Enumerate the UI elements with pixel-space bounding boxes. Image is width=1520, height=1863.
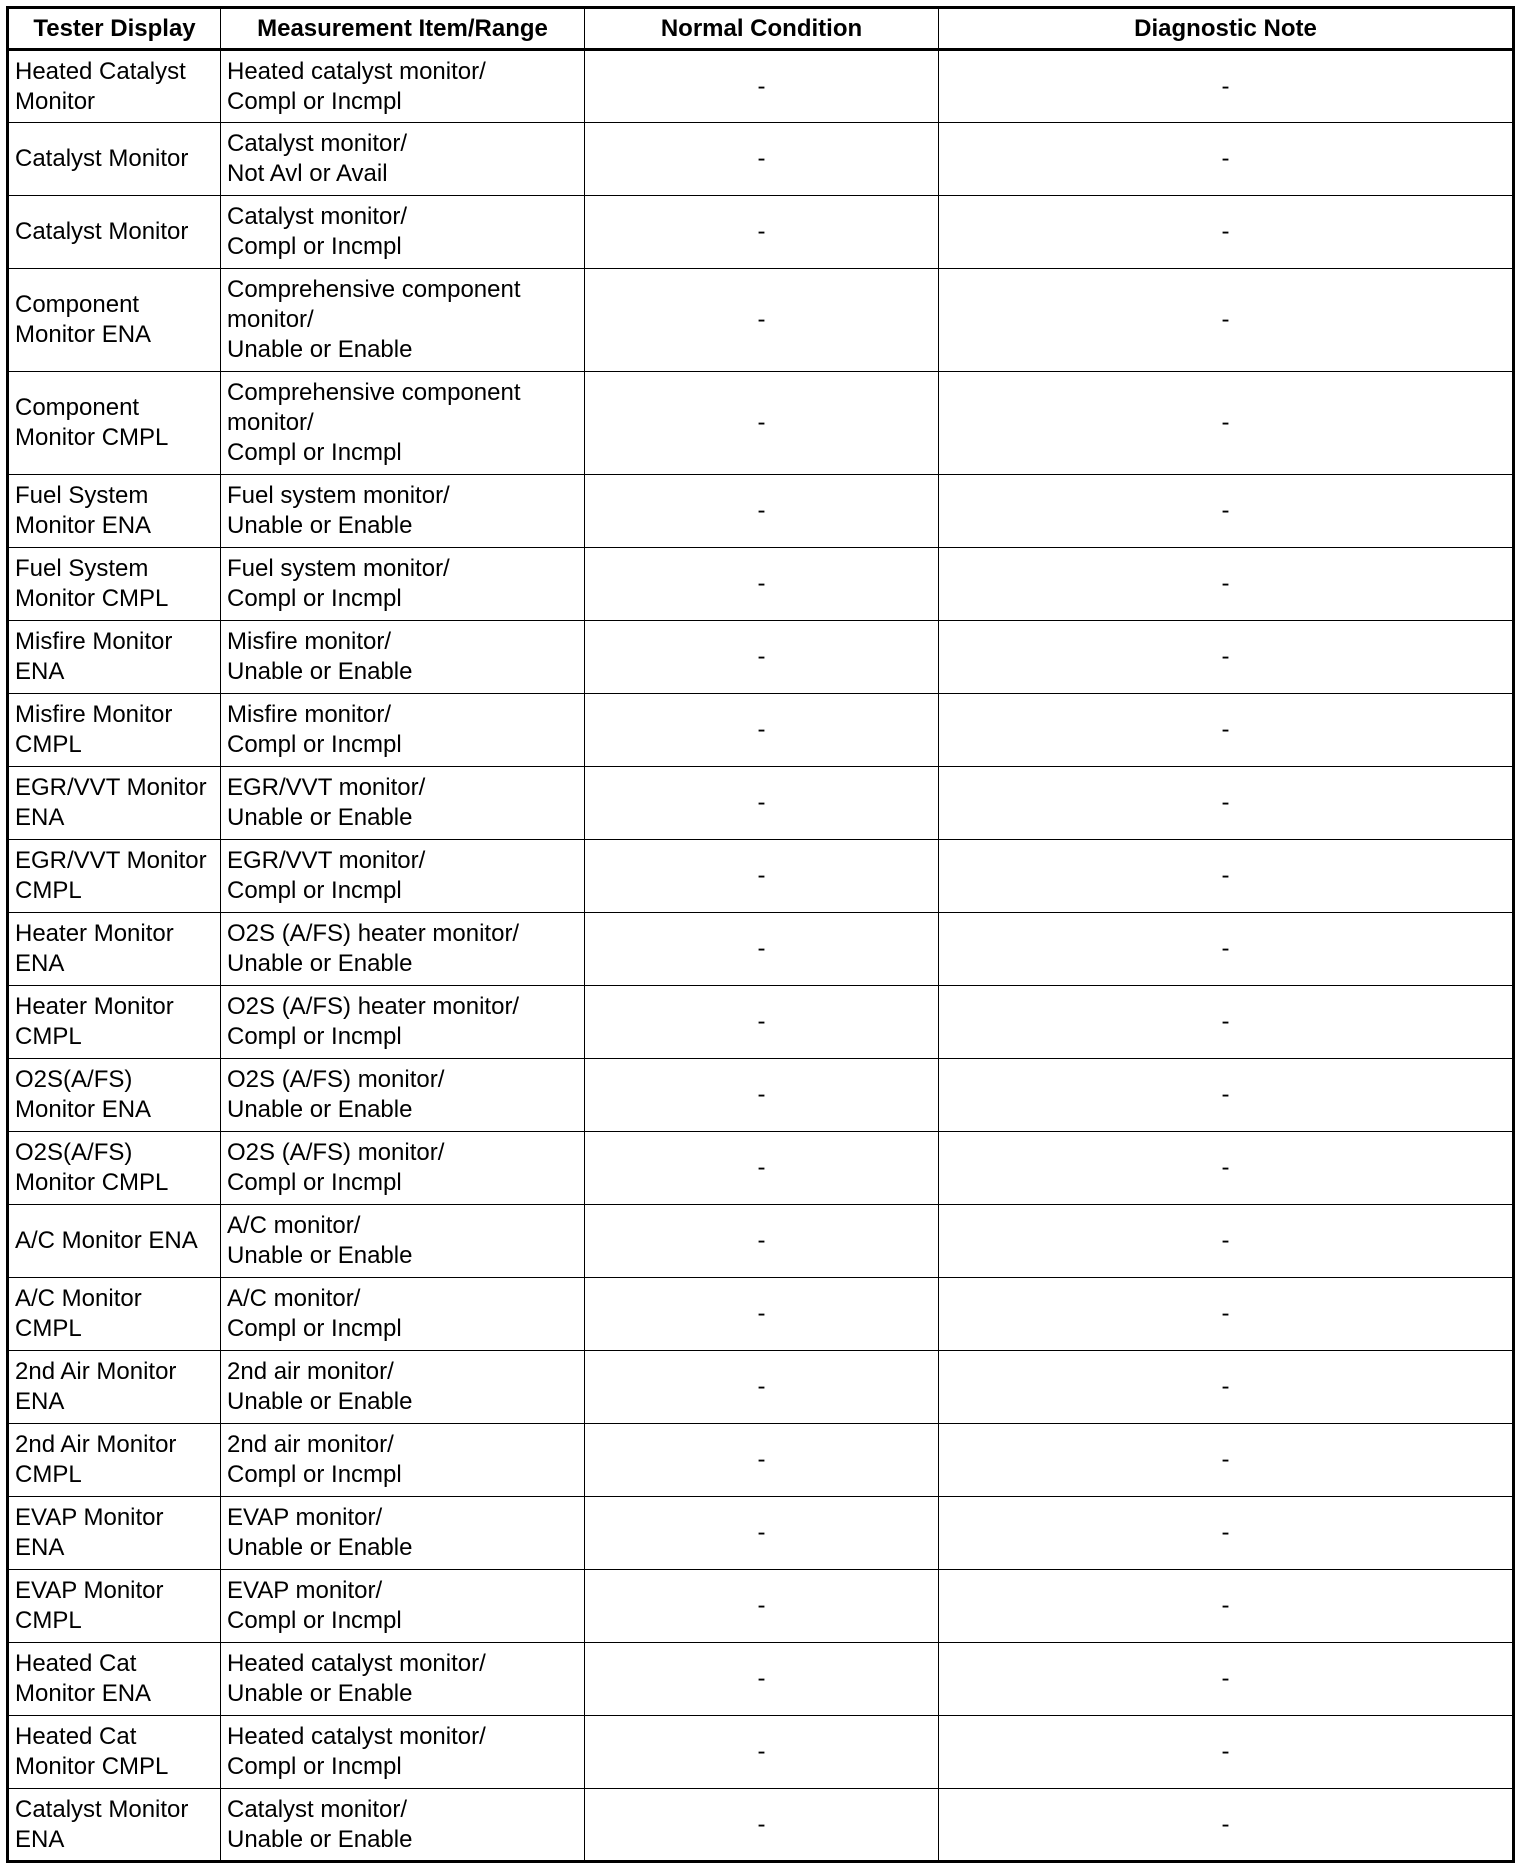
cell-measurement-item: Catalyst monitor/ Not Avl or Avail	[221, 123, 585, 196]
cell-diagnostic-note: -	[939, 1132, 1514, 1205]
cell-tester-display: Heater Monitor ENA	[8, 913, 221, 986]
header-tester-display: Tester Display	[8, 8, 221, 50]
cell-normal-condition: -	[585, 1424, 939, 1497]
cell-measurement-item: O2S (A/FS) heater monitor/ Unable or Enable	[221, 913, 585, 986]
cell-normal-condition: -	[585, 1278, 939, 1351]
cell-diagnostic-note: -	[939, 372, 1514, 475]
cell-measurement-item: EVAP monitor/ Compl or Incmpl	[221, 1570, 585, 1643]
table-row	[8, 694, 1514, 767]
table-row	[8, 840, 1514, 913]
cell-measurement-item: Comprehensive component monitor/ Compl or Incmpl	[221, 372, 585, 475]
cell-normal-condition: -	[585, 1205, 939, 1278]
cell-tester-display: EVAP Monitor CMPL	[8, 1570, 221, 1643]
table-row	[8, 1497, 1514, 1570]
cell-diagnostic-note: -	[939, 1643, 1514, 1716]
cell-normal-condition: -	[585, 1570, 939, 1643]
cell-diagnostic-note: -	[939, 1351, 1514, 1424]
cell-measurement-item: EVAP monitor/ Unable or Enable	[221, 1497, 585, 1570]
table-row	[8, 548, 1514, 621]
cell-diagnostic-note: -	[939, 1205, 1514, 1278]
cell-measurement-item: 2nd air monitor/ Unable or Enable	[221, 1351, 585, 1424]
cell-normal-condition: -	[585, 986, 939, 1059]
cell-normal-condition: -	[585, 269, 939, 372]
cell-tester-display: Fuel System Monitor CMPL	[8, 548, 221, 621]
cell-diagnostic-note: -	[939, 1570, 1514, 1643]
cell-measurement-item: Fuel system monitor/ Compl or Incmpl	[221, 548, 585, 621]
cell-diagnostic-note: -	[939, 1789, 1514, 1862]
cell-diagnostic-note: -	[939, 123, 1514, 196]
cell-normal-condition: -	[585, 196, 939, 269]
table-header-row	[8, 8, 1514, 50]
table-row	[8, 372, 1514, 475]
table-row	[8, 1643, 1514, 1716]
cell-diagnostic-note: -	[939, 694, 1514, 767]
cell-measurement-item: 2nd air monitor/ Compl or Incmpl	[221, 1424, 585, 1497]
cell-normal-condition: -	[585, 548, 939, 621]
cell-diagnostic-note: -	[939, 196, 1514, 269]
cell-diagnostic-note: -	[939, 548, 1514, 621]
cell-tester-display: Catalyst Monitor	[8, 196, 221, 269]
table-row	[8, 1278, 1514, 1351]
cell-tester-display: EGR/VVT Monitor ENA	[8, 767, 221, 840]
cell-measurement-item: Comprehensive component monitor/ Unable or Enable	[221, 269, 585, 372]
table-row	[8, 1351, 1514, 1424]
cell-normal-condition: -	[585, 1132, 939, 1205]
cell-tester-display: Misfire Monitor CMPL	[8, 694, 221, 767]
table-row	[8, 1059, 1514, 1132]
cell-tester-display: Misfire Monitor ENA	[8, 621, 221, 694]
cell-tester-display: Heated Catalyst Monitor	[8, 50, 221, 123]
cell-normal-condition: -	[585, 1716, 939, 1789]
cell-diagnostic-note: -	[939, 1716, 1514, 1789]
cell-diagnostic-note: -	[939, 621, 1514, 694]
cell-tester-display: Heated Cat Monitor CMPL	[8, 1716, 221, 1789]
cell-tester-display: A/C Monitor CMPL	[8, 1278, 221, 1351]
table-row	[8, 1716, 1514, 1789]
cell-measurement-item: Heated catalyst monitor/ Unable or Enable	[221, 1643, 585, 1716]
cell-diagnostic-note: -	[939, 913, 1514, 986]
cell-diagnostic-note: -	[939, 269, 1514, 372]
cell-tester-display: O2S(A/FS) Monitor CMPL	[8, 1132, 221, 1205]
cell-tester-display: 2nd Air Monitor ENA	[8, 1351, 221, 1424]
cell-normal-condition: -	[585, 694, 939, 767]
table-row	[8, 986, 1514, 1059]
cell-tester-display: Component Monitor ENA	[8, 269, 221, 372]
header-diagnostic-note: Diagnostic Note	[939, 8, 1514, 50]
table-row	[8, 50, 1514, 123]
cell-measurement-item: Misfire monitor/ Compl or Incmpl	[221, 694, 585, 767]
cell-tester-display: Heated Cat Monitor ENA	[8, 1643, 221, 1716]
cell-diagnostic-note: -	[939, 1424, 1514, 1497]
cell-measurement-item: EGR/VVT monitor/ Unable or Enable	[221, 767, 585, 840]
cell-normal-condition: -	[585, 372, 939, 475]
cell-measurement-item: A/C monitor/ Unable or Enable	[221, 1205, 585, 1278]
data-monitor-table	[6, 6, 1515, 1863]
cell-normal-condition: -	[585, 840, 939, 913]
cell-tester-display: Catalyst Monitor ENA	[8, 1789, 221, 1862]
cell-tester-display: 2nd Air Monitor CMPL	[8, 1424, 221, 1497]
cell-tester-display: EVAP Monitor ENA	[8, 1497, 221, 1570]
cell-tester-display: EGR/VVT Monitor CMPL	[8, 840, 221, 913]
cell-tester-display: Fuel System Monitor ENA	[8, 475, 221, 548]
cell-measurement-item: O2S (A/FS) heater monitor/ Compl or Incmpl	[221, 986, 585, 1059]
table-row	[8, 475, 1514, 548]
cell-measurement-item: Heated catalyst monitor/ Compl or Incmpl	[221, 1716, 585, 1789]
table-row	[8, 913, 1514, 986]
table-row	[8, 1789, 1514, 1862]
cell-measurement-item: Catalyst monitor/ Compl or Incmpl	[221, 196, 585, 269]
cell-normal-condition: -	[585, 767, 939, 840]
header-normal-condition: Normal Condition	[585, 8, 939, 50]
cell-tester-display: Component Monitor CMPL	[8, 372, 221, 475]
cell-normal-condition: -	[585, 1643, 939, 1716]
cell-normal-condition: -	[585, 913, 939, 986]
cell-diagnostic-note: -	[939, 986, 1514, 1059]
cell-normal-condition: -	[585, 621, 939, 694]
cell-diagnostic-note: -	[939, 1278, 1514, 1351]
cell-measurement-item: O2S (A/FS) monitor/ Unable or Enable	[221, 1059, 585, 1132]
cell-normal-condition: -	[585, 50, 939, 123]
cell-normal-condition: -	[585, 1789, 939, 1862]
table-body	[8, 50, 1514, 1862]
table-row	[8, 1424, 1514, 1497]
cell-diagnostic-note: -	[939, 50, 1514, 123]
cell-measurement-item: O2S (A/FS) monitor/ Compl or Incmpl	[221, 1132, 585, 1205]
header-measurement-item: Measurement Item/Range	[221, 8, 585, 50]
cell-diagnostic-note: -	[939, 1059, 1514, 1132]
cell-measurement-item: EGR/VVT monitor/ Compl or Incmpl	[221, 840, 585, 913]
cell-tester-display: Catalyst Monitor	[8, 123, 221, 196]
cell-measurement-item: Fuel system monitor/ Unable or Enable	[221, 475, 585, 548]
table-row	[8, 767, 1514, 840]
table-row	[8, 123, 1514, 196]
table-row	[8, 1132, 1514, 1205]
cell-normal-condition: -	[585, 1497, 939, 1570]
cell-tester-display: A/C Monitor ENA	[8, 1205, 221, 1278]
table-row	[8, 1205, 1514, 1278]
cell-tester-display: Heater Monitor CMPL	[8, 986, 221, 1059]
table-row	[8, 1570, 1514, 1643]
cell-normal-condition: -	[585, 475, 939, 548]
cell-diagnostic-note: -	[939, 767, 1514, 840]
cell-measurement-item: Heated catalyst monitor/ Compl or Incmpl	[221, 50, 585, 123]
cell-measurement-item: Catalyst monitor/ Unable or Enable	[221, 1789, 585, 1862]
table-row	[8, 269, 1514, 372]
cell-normal-condition: -	[585, 123, 939, 196]
cell-diagnostic-note: -	[939, 1497, 1514, 1570]
cell-normal-condition: -	[585, 1059, 939, 1132]
cell-diagnostic-note: -	[939, 475, 1514, 548]
table-row	[8, 196, 1514, 269]
cell-normal-condition: -	[585, 1351, 939, 1424]
cell-measurement-item: A/C monitor/ Compl or Incmpl	[221, 1278, 585, 1351]
cell-tester-display: O2S(A/FS) Monitor ENA	[8, 1059, 221, 1132]
cell-measurement-item: Misfire monitor/ Unable or Enable	[221, 621, 585, 694]
cell-diagnostic-note: -	[939, 840, 1514, 913]
table-row	[8, 621, 1514, 694]
